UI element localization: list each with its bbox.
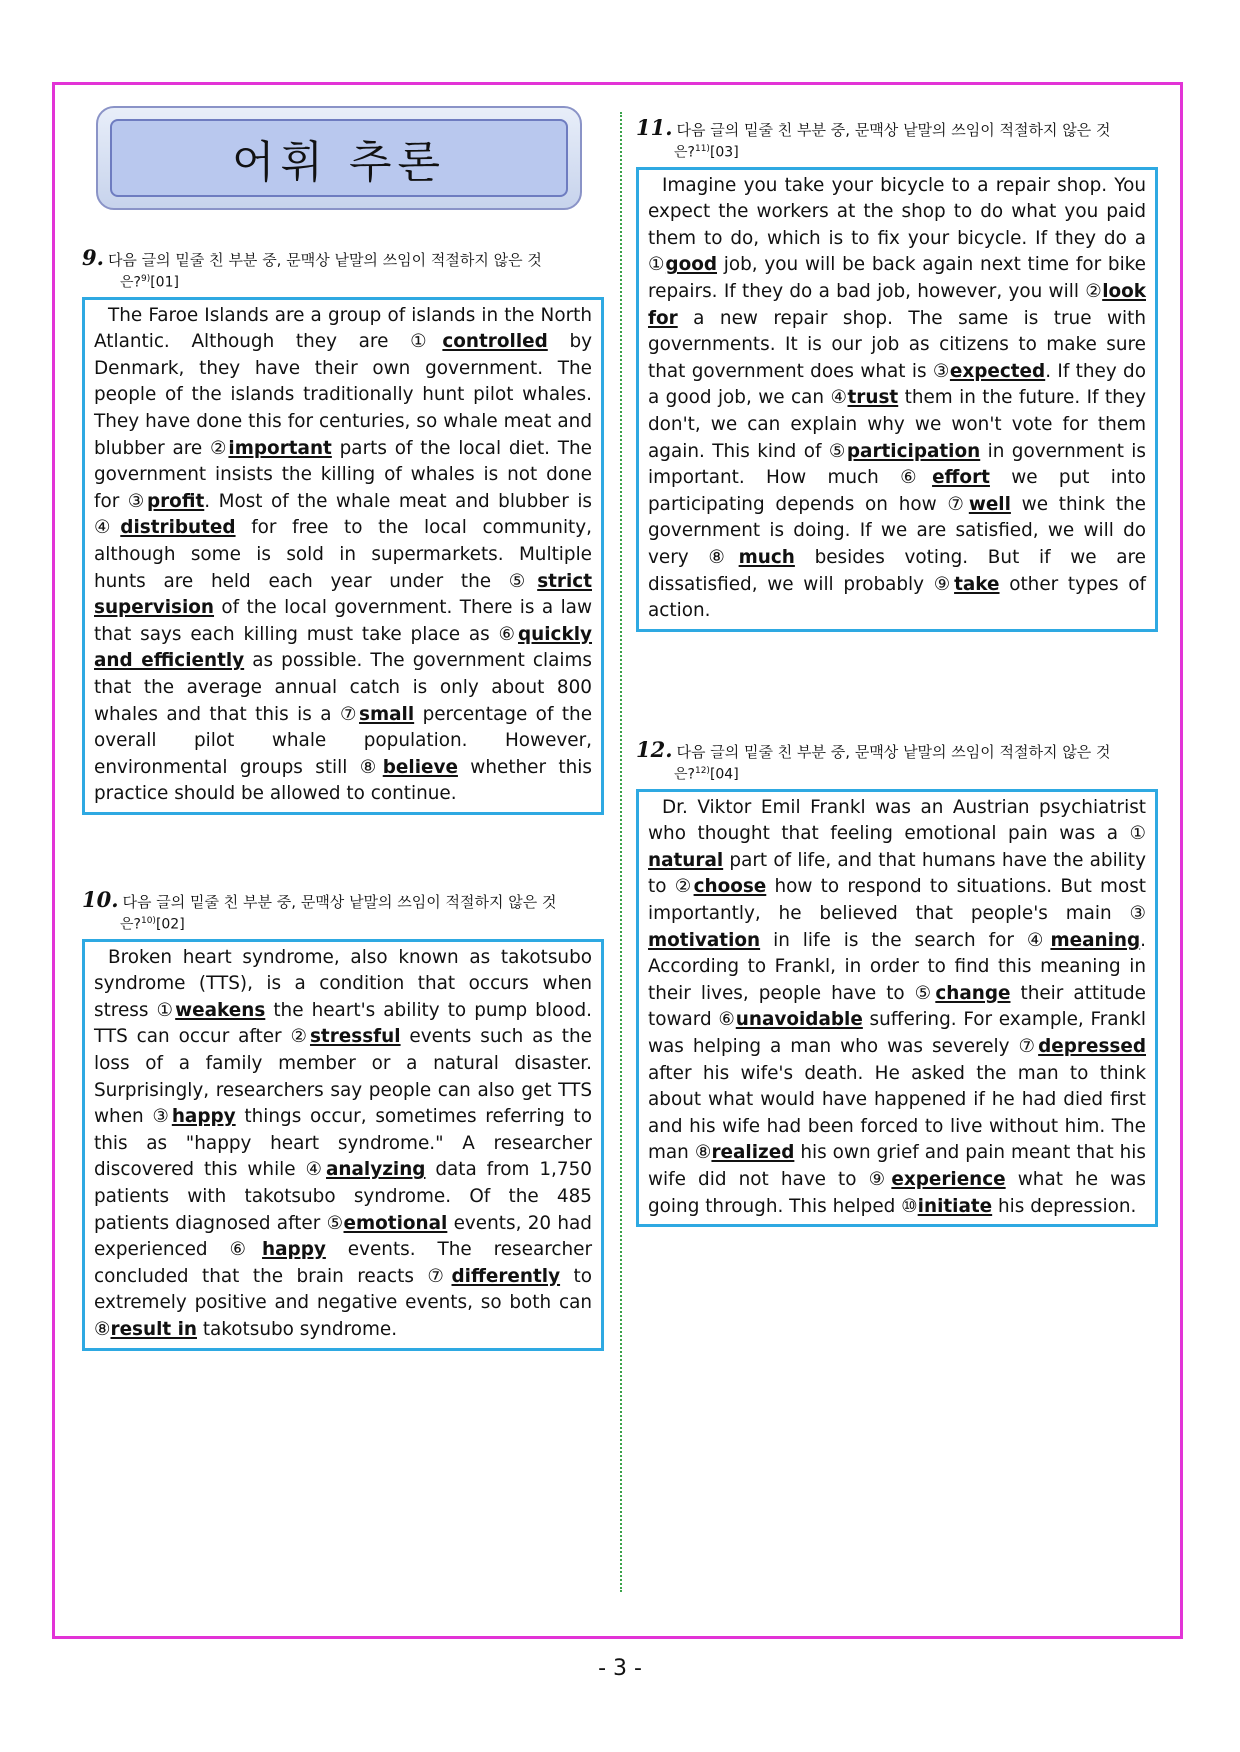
passage-run: in life is the search for ④	[760, 929, 1051, 951]
question-code: [01]	[150, 274, 179, 291]
underlined-choice: important	[228, 437, 332, 459]
footnote-ref: 12)	[694, 766, 710, 776]
passage-run: events, 20 had experienced ⑥	[94, 1212, 592, 1261]
passage-run: a new repair shop. The same is true with governments. It is our job as citizens to make sure that government does what is ③	[648, 307, 1146, 382]
passage-run: besides voting. But if we are dissatisfied, we will probably ⑨	[648, 546, 1146, 595]
passage-run: . If they do a good job, we can ④	[648, 360, 1146, 409]
section-title-banner	[96, 106, 582, 210]
question-10	[82, 887, 604, 1351]
underlined-choice: result in	[110, 1318, 197, 1340]
passage-run: events such as the loss of a family member or a natural disaster. Surprisingly, researchers say people can also get TTS when ③	[94, 1026, 592, 1128]
page-number: - 3 -	[598, 1656, 642, 1681]
passage-run: events. The researcher concluded that the brain reacts ⑦	[94, 1239, 593, 1287]
question-header	[636, 115, 1158, 163]
passage-text	[94, 303, 592, 808]
passage-text	[648, 173, 1146, 625]
passage-run: Broken heart syndrome, also known as takotsubo syndrome (TTS), is a condition that occurs when stress ①	[94, 946, 592, 1021]
passage-run: data from 1,750 patients with takotsubo syndrome. Of the 485 patients diagnosed after ⑤	[94, 1159, 592, 1234]
question-header	[82, 887, 604, 935]
question-11	[636, 115, 1158, 632]
underlined-choice: profit	[146, 490, 205, 512]
question-number: 11.	[636, 115, 673, 140]
passage-run: his depression.	[992, 1195, 1137, 1217]
footnote-ref: 11)	[694, 144, 710, 154]
underlined-choice: effort	[932, 467, 990, 489]
passage-run: The Faroe Islands are a group of islands in the North Atlantic. Although they are ①	[94, 304, 592, 353]
question-prompt-cont	[636, 762, 1158, 785]
underlined-choice: believe	[382, 756, 458, 778]
underlined-choice: stressful	[309, 1026, 401, 1048]
question-12	[636, 737, 1158, 1227]
passage-box	[636, 167, 1158, 632]
underlined-choice: good	[665, 254, 718, 276]
underlined-choice: distributed	[120, 517, 236, 539]
underlined-choice: depressed	[1038, 1036, 1146, 1057]
passage-box	[82, 297, 604, 815]
question-header	[636, 737, 1158, 785]
underlined-choice: trust	[847, 387, 899, 409]
underlined-choice: change	[935, 982, 1011, 1004]
passage-run: the heart's ability to pump blood. TTS can occur after ②	[94, 999, 592, 1048]
underlined-choice: look for	[648, 281, 1146, 329]
footnote-ref: 9)	[140, 274, 151, 284]
passage-text	[648, 795, 1146, 1221]
passage-box	[636, 789, 1158, 1228]
underlined-choice: strict supervision	[94, 570, 592, 619]
prompt-end: 은?	[120, 274, 141, 291]
underlined-choice: meaning	[1050, 929, 1141, 951]
question-header	[82, 245, 604, 293]
underlined-choice: natural	[648, 849, 724, 871]
underlined-choice: much	[738, 546, 795, 568]
passage-run: . Most of the whale meat and blubber is ④	[94, 490, 593, 539]
prompt-end: 은?	[674, 144, 695, 161]
passage-run: in government is important. How much ⑥	[648, 440, 1146, 489]
passage-run: things occur, sometimes referring to this as "happy heart syndrome." A researcher discovered this while ④	[94, 1106, 592, 1181]
underlined-choice: happy	[171, 1106, 236, 1128]
underlined-choice: weakens	[175, 999, 266, 1021]
underlined-choice: quickly and efficiently	[94, 623, 592, 672]
question-number: 12.	[636, 737, 673, 762]
passage-run: after his wife's death. He asked the man to think about what would have happened if he had died first and his wife had been forced to live without him. The man ⑧	[648, 1062, 1146, 1164]
underlined-choice: happy	[262, 1239, 326, 1261]
passage-run: parts of the local diet. The government insists the killing of whales is not done for ③	[94, 437, 592, 512]
question-prompt: 다음 글의 밑줄 친 부분 중, 문맥상 낱말의 쓰임이 적절하지 않은 것	[107, 251, 542, 269]
passage-run: whether this practice should be allowed to continue.	[94, 756, 592, 805]
question-prompt-cont	[636, 140, 1158, 163]
question-prompt: 다음 글의 밑줄 친 부분 중, 문맥상 낱말의 쓰임이 적절하지 않은 것	[676, 743, 1111, 761]
passage-run: takotsubo syndrome.	[196, 1318, 398, 1340]
underlined-choice: realized	[711, 1142, 795, 1164]
passage-run: we put into participating depends on how ⑦	[648, 467, 1146, 515]
passage-run: by Denmark, they have their own government. The people of the islands traditionally hunt pilot whales. They have done this for centuries, so whale meat and blubber are ②	[94, 331, 592, 459]
underlined-choice: experience	[891, 1168, 1006, 1190]
passage-run: other types of action.	[648, 573, 1146, 622]
section-title-panel	[110, 119, 568, 197]
prompt-end: 은?	[674, 766, 695, 783]
underlined-choice: initiate	[917, 1195, 993, 1217]
passage-run: their attitude toward ⑥	[648, 982, 1146, 1031]
column-divider	[620, 112, 622, 1592]
underlined-choice: choose	[693, 876, 767, 898]
underlined-choice: small	[359, 703, 415, 725]
question-number: 9.	[82, 245, 104, 270]
passage-run: to extremely positive and negative events, so both can ⑧	[94, 1265, 593, 1340]
underlined-choice: controlled	[442, 331, 548, 353]
footnote-ref: 10)	[140, 916, 156, 926]
question-code: [02]	[155, 916, 185, 933]
passage-run: Imagine you take your bicycle to a repair shop. You expect the workers at the shop to do what you paid them to do, which is to fix your bicycle. If they do a ①	[648, 174, 1146, 276]
question-9	[82, 245, 604, 815]
underlined-choice: analyzing	[326, 1159, 426, 1181]
underlined-choice: differently	[451, 1265, 561, 1287]
passage-run: Dr. Viktor Emil Frankl was an Austrian psychiatrist who thought that feeling emotional pain was a ①	[648, 796, 1146, 845]
passage-run: part of life, and that humans have the ability to ②	[648, 849, 1146, 898]
passage-run: job, you will be back again next time for bike repairs. If they do a bad job, however, you will ②	[648, 254, 1146, 303]
question-prompt: 다음 글의 밑줄 친 부분 중, 문맥상 낱말의 쓰임이 적절하지 않은 것	[676, 121, 1111, 139]
underlined-choice: expected	[949, 360, 1046, 382]
section-title: 어휘 추론	[231, 137, 446, 188]
passage-run: what he was going through. This helped ⑩	[648, 1168, 1146, 1217]
passage-run: suffering. For example, Frankl was helping a man who was severely ⑦	[648, 1009, 1146, 1057]
underlined-choice: unavoidable	[735, 1009, 863, 1031]
underlined-choice: motivation	[648, 929, 761, 951]
passage-run: them in the future. If they don't, we can explain why we won't vote for them again. This kind of ⑤	[648, 387, 1146, 462]
passage-run: his own grief and pain meant that his wife did not have to ⑨	[648, 1142, 1146, 1190]
underlined-choice: participation	[846, 440, 981, 462]
passage-box	[82, 939, 604, 1351]
passage-text	[94, 945, 592, 1344]
question-prompt-cont	[82, 912, 604, 935]
underlined-choice: emotional	[343, 1212, 448, 1234]
passage-run: we think the government is doing. If we are satisfied, we will do very ⑧	[648, 493, 1146, 568]
underlined-choice: well	[968, 493, 1011, 515]
question-number: 10.	[82, 887, 119, 912]
question-prompt-cont	[82, 270, 604, 293]
passage-run: for free to the local community, although some is sold in supermarkets. Multiple hunts are held each year under the ⑤	[94, 517, 593, 592]
passage-run: . According to Frankl, in order to find this meaning in their lives, people have to ⑤	[648, 929, 1146, 1004]
passage-run: as possible. The government claims that the average annual catch is only about 800 whales and that this is a ⑦	[94, 650, 592, 725]
question-prompt: 다음 글의 밑줄 친 부분 중, 문맥상 낱말의 쓰임이 적절하지 않은 것	[122, 893, 557, 911]
underlined-choice: take	[954, 573, 1000, 595]
prompt-end: 은?	[120, 916, 141, 933]
passage-run: of the local government. There is a law that says each killing must take place as ⑥	[94, 597, 592, 645]
passage-run: how to respond to situations. But most importantly, he believed that people's main ③	[648, 876, 1147, 925]
question-code: [03]	[709, 144, 739, 161]
passage-run: percentage of the overall pilot whale population. However, environmental groups still ⑧	[94, 703, 593, 778]
question-code: [04]	[709, 766, 739, 783]
